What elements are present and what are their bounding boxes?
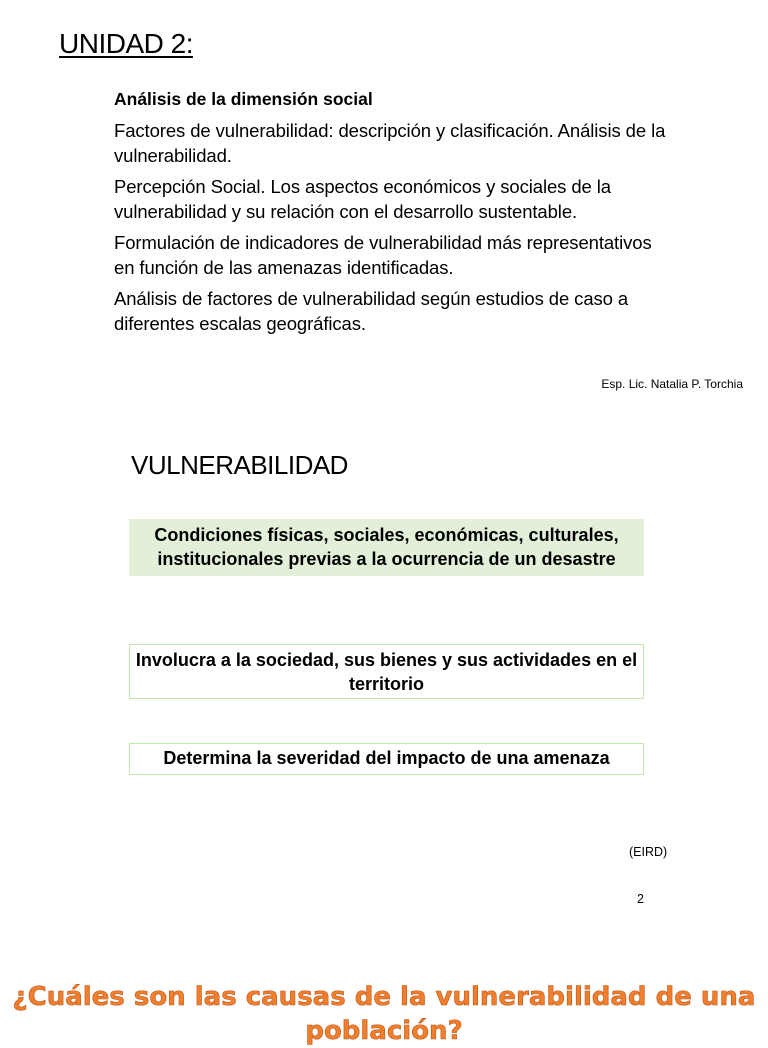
paragraph-indicadores: Formulación de indicadores de vulnerabilidad más representativos en función de las amenazas identificadas.	[114, 232, 652, 278]
definition-box-severity: Determina la severidad del impacto de una amenaza	[129, 743, 644, 775]
slide-question	[0, 950, 768, 1046]
definition-box-conditions: Condiciones físicas, sociales, económicas, culturales, institucionales previas a la ocurrencia de un desastre	[129, 519, 644, 576]
unit-title: UNIDAD 2:	[59, 28, 193, 59]
paragraph-estudios: Análisis de factores de vulnerabilidad según estudios de caso a diferentes escalas geográficas.	[114, 288, 629, 334]
author-credit: Esp. Lic. Natalia P. Torchia	[601, 377, 743, 391]
definition-box-society: Involucra a la sociedad, sus bienes y sus actividades en el territorio	[129, 644, 644, 699]
section-heading: Análisis de la dimensión social	[114, 89, 373, 109]
source-citation: (EIRD)	[629, 845, 668, 859]
content-block	[114, 88, 674, 342]
page-number: 2	[637, 892, 644, 906]
question-heading: ¿Cuáles son las causas de la vulnerabilidad de una población?	[12, 982, 756, 1046]
paragraph-percepcion: Percepción Social. Los aspectos económicos y sociales de la vulnerabilidad y su relación con el desarrollo sustentable.	[114, 176, 611, 222]
slide-unidad-2	[0, 0, 768, 410]
slide-vulnerabilidad	[0, 430, 768, 930]
paragraph-factores: Factores de vulnerabilidad: descripción y clasificación. Análisis de la vulnerabilidad.	[114, 120, 666, 166]
vulnerabilidad-title: VULNERABILIDAD	[131, 450, 348, 480]
